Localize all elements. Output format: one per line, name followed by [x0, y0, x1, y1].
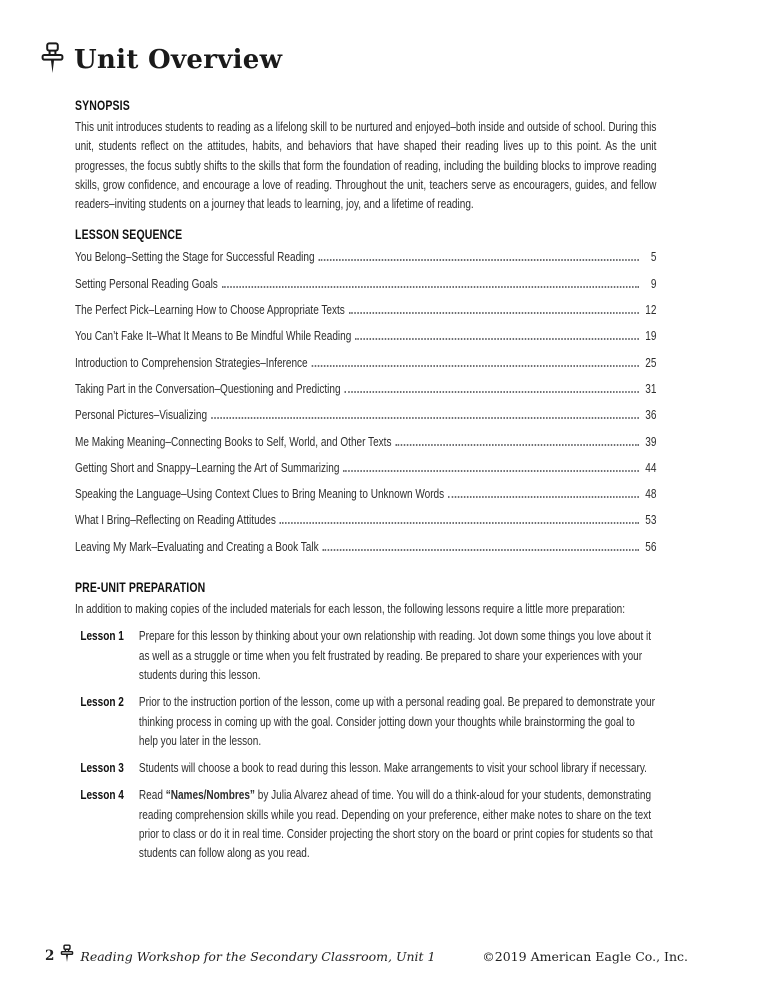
footer-page-number: 2 [45, 948, 55, 964]
toc-item-title: What I Bring–Reflecting on Reading Attitudes [75, 512, 276, 528]
dot-leader [311, 365, 638, 367]
toc-row [75, 537, 656, 563]
lesson-row [80, 758, 656, 777]
dot-leader [343, 470, 639, 472]
footer-pushpin-icon [60, 944, 74, 968]
lesson-text-rest: by Julia Alvarez ahead of time. You will do a think-aloud for your students, demonstrating reading comprehension skills while you read. Depending on your preference, either make notes to share on the text prior to class or do it in real time. Consider projecting the short story on the board or print copies for students so that students can follow along as you read. [138, 787, 653, 861]
toc-row [75, 300, 656, 326]
toc-row [75, 326, 656, 352]
toc-item-title: You Belong–Setting the Stage for Successful Reading [75, 249, 315, 265]
toc-item-title: Personal Pictures–Visualizing [75, 407, 208, 423]
lesson-text-bold-title: “Names/Nombres” [165, 787, 255, 803]
toc-page-number: 5 [650, 249, 657, 265]
page-footer [45, 944, 688, 968]
toc-item-title: Getting Short and Snappy–Learning the Art of Summarizing [75, 459, 340, 475]
toc-page-number: 48 [645, 486, 657, 502]
lesson-row [80, 692, 656, 750]
dot-leader [355, 338, 639, 340]
toc-page-number: 56 [645, 538, 657, 554]
toc-row [75, 510, 656, 536]
toc-page-number: 39 [645, 433, 657, 449]
toc-item-title: You Can’t Fake It–What It Means to Be Mindful While Reading [75, 328, 352, 344]
lesson-text: Students will choose a book to read during this lesson. Make arrangements to visit your school library if necessary. [138, 760, 647, 776]
lesson-label: Lesson 1 [80, 628, 124, 644]
lesson-text [139, 785, 656, 862]
lesson-row [80, 785, 656, 862]
pre-unit-intro: In addition to making copies of the included materials for each lesson, the following lessons require a little more preparation: [75, 601, 626, 617]
dot-leader [318, 259, 639, 261]
toc-item-title: Setting Personal Reading Goals [75, 275, 218, 291]
dot-leader [222, 286, 639, 288]
toc-row [75, 405, 656, 431]
footer-copyright: ©2019 American Eagle Co., Inc. [482, 948, 688, 964]
toc-row [75, 484, 656, 510]
toc-item-title: Taking Part in the Conversation–Questioning and Predicting [75, 380, 341, 396]
section-heading-lesson-sequence: LESSON SEQUENCE [75, 227, 183, 243]
dot-leader [395, 444, 639, 446]
toc-row [75, 274, 656, 300]
toc-row [75, 379, 656, 405]
lesson-text-prefix: Read [138, 787, 166, 803]
page-title: Unit Overview [74, 45, 283, 75]
lesson-label: Lesson 3 [80, 760, 124, 776]
toc-row [75, 458, 656, 484]
lesson-label: Lesson 2 [80, 694, 124, 710]
synopsis-paragraph: This unit introduces students to reading as a lifelong skill to be nurtured and enjoyed–both inside and outside of school. During this unit, students reflect on the attitudes, habits, and behaviors that have shaped their reading lives up to this point. As the unit progresses, the focus subtly shifts to the skills that form the foundation of reading, including the building blocks to improve reading skills, grow confidence, and encourage a love of reading. Throughout the unit, teachers serve as encouragers, guides, and fellow readers–inviting students on a journey that leads to learning, joy, and a lifetime of reading. [75, 119, 657, 212]
footer-left [45, 944, 435, 968]
toc-page-number: 25 [645, 354, 657, 370]
toc-page-number: 53 [645, 512, 657, 528]
dot-leader [322, 549, 638, 551]
page-header [40, 42, 282, 78]
lesson-row [80, 626, 656, 684]
lesson-text: Prepare for this lesson by thinking about your own relationship with reading. Jot down some things you love about it as well as a struggle or time when you felt frustrated by reading. Be prepared to share your experiences with your students during this lesson. [138, 628, 652, 682]
toc-item-title: Me Making Meaning–Connecting Books to Self, World, and Other Texts [75, 433, 392, 449]
lesson-text: Prior to the instruction portion of the lesson, come up with a personal reading goal. Be prepared to demonstrate your thinking process in coming up with the goal. Consider jotting down your thoughts while brainstorming the goal to help you later in the lesson. [138, 694, 655, 748]
toc-row [75, 247, 656, 273]
dot-leader [448, 496, 639, 498]
main-content [75, 98, 656, 863]
footer-book-title: Reading Workshop for the Secondary Classroom, Unit 1 [80, 948, 436, 964]
dot-leader [280, 522, 639, 524]
toc-page-number: 44 [645, 459, 657, 475]
dot-leader [211, 417, 639, 419]
toc-page-number: 19 [645, 328, 657, 344]
toc-item-title: Speaking the Language–Using Context Clues to Bring Meaning to Unknown Words [75, 486, 445, 502]
toc-item-title: Leaving My Mark–Evaluating and Creating a Book Talk [75, 538, 319, 554]
toc-item-title: The Perfect Pick–Learning How to Choose Appropriate Texts [75, 302, 345, 318]
toc-page-number: 31 [645, 380, 657, 396]
dot-leader [344, 391, 639, 393]
toc-row [75, 432, 656, 458]
toc-page-number: 36 [645, 407, 657, 423]
toc-item-title: Introduction to Comprehension Strategies–Inference [75, 354, 308, 370]
pushpin-icon [40, 42, 65, 78]
toc-page-number: 9 [650, 275, 657, 291]
lesson-sequence-toc [75, 247, 656, 563]
lesson-label: Lesson 4 [80, 787, 124, 803]
toc-page-number: 12 [645, 302, 657, 318]
section-heading-synopsis: SYNOPSIS [75, 98, 130, 113]
section-heading-pre-unit-preparation: PRE-UNIT PREPARATION [75, 580, 206, 596]
dot-leader [349, 312, 639, 314]
toc-row [75, 353, 656, 379]
